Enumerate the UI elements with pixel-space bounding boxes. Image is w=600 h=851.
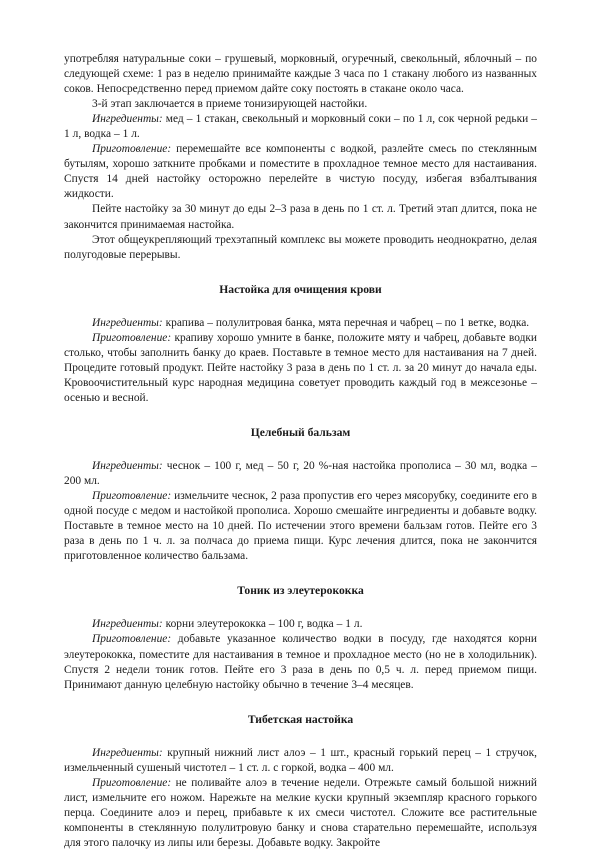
heading-spacer-below [64,727,537,746]
paragraph-ingredients-tibetan-body: крупный нижний лист алоэ – 1 шт., красный горький перец – 1 стручок, измельченный сушеный чистотел – 1 ст. л. с горкой, водка – 400 мл. [64,746,537,774]
paragraph-ingredients-balm [64,459,537,489]
paragraph-ingredients-blood-label: Ингредиенты: [92,316,163,329]
heading-spacer-below [64,297,537,316]
paragraph-ingredients-blood [64,316,537,331]
paragraph-preparation-tonic-body: перемешайте все компоненты с водкой, разлейте смесь по стеклянным бутылям, хорошо заткните пробками и поместите в прохладное темное место для настаивания. Спустя 14 дней настойку осторожно перелейте в чистую посуду, избегая взбалтывания жидкости. [64,143,537,201]
heading-spacer-above [64,693,537,712]
heading-spacer-above [64,263,537,282]
paragraph-ingredients-tonic-body: мед – 1 стакан, свекольный и морковный соки – по 1 л, сок черной редьки – 1 л, водка – 1 л. [64,113,537,141]
paragraph-preparation-balm-label: Приготовление: [92,490,172,503]
paragraph-ingredients-tonic-label: Ингредиенты: [92,113,163,126]
heading-spacer-above [64,564,537,583]
paragraph-ingredients-balm-label: Ингредиенты: [92,460,163,473]
paragraph-complex-summary: Этот общеукрепляющий трехэтапный комплекс вы можете проводить неоднократно, делая полугодовые перерывы. [64,233,537,261]
paragraph-preparation-balm-body: измельчите чеснок, 2 раза пропустив его через мясорубку, соедините его в одной посуде с медом и настойкой прополиса. Хорошо смешайте ингредиенты и добавьте водку. Поставьте в темное место на 10 дней. По истечении этого времени бальзам готов. Пейте его 3 раза в день по 1 ч. л. за полчаса до приема пищи. Курс лечения длится, пока не закончится приготовленное количество бальзама. [64,490,537,563]
heading-spacer-below [64,440,537,459]
paragraph-preparation-blood [64,331,537,406]
document-text-column [64,52,537,851]
paragraph-dosage-tonic: Пейте настойку за 30 минут до еды 2–3 раза в день по 1 ст. л. Третий этап длится, пока не закончится принимаемая настойка. [64,203,537,231]
paragraph-ingredients-eleuthero [64,617,537,632]
heading-blood-cleansing-tincture: Настойка для очищения крови [219,282,382,296]
heading-eleuthero-tonic: Тоник из элеутерококка [237,584,364,598]
paragraph-preparation-tonic-label: Приготовление: [92,143,172,156]
heading-spacer-above [64,406,537,425]
paragraph-ingredients-balm-body: чеснок – 100 г, мед – 50 г, 20 %-ная настойка прополиса – 30 мл, водка – 200 мл. [64,460,537,488]
paragraph-ingredients-blood-body: крапива – полулитровая банка, мята перечная и чабрец – по 1 ветке, водка. [162,316,530,329]
paragraph-preparation-tibetan [64,776,537,851]
paragraph-preparation-tibetan-label: Приготовление: [92,776,172,789]
paragraph-ingredients-eleuthero-body: корни элеутерококка – 100 г, водка – 1 л. [162,618,363,631]
heading-healing-balm: Целебный бальзам [250,425,351,439]
paragraph-ingredients-eleuthero-label: Ингредиенты: [92,618,163,631]
paragraph-preparation-blood-body: крапиву хорошо умните в банке, положите мяту и чабрец, добавьте водки столько, чтобы заполнить банку до краев. Поставьте в темное место для настаивания на 7 дней. Процедите готовый продукт. Пейте настойку 3 раза в день по 1 ст. л. за 20 минут до начала еды. Кровоочистительный курс народная медицина советует проводить каждый год в межсезонье – осенью и весной. [64,331,537,404]
paragraph-preparation-balm [64,489,537,564]
paragraph-preparation-eleuthero-label: Приготовление: [92,633,172,646]
paragraph-ingredients-tibetan [64,746,537,776]
paragraph-stage-three: 3-й этап заключается в приеме тонизирующей настойки. [92,98,368,111]
paragraph-preparation-eleuthero [64,632,537,692]
paragraph-ingredients-tibetan-label: Ингредиенты: [92,746,163,759]
paragraph-preparation-tonic [64,142,537,202]
paragraph-preparation-tibetan-body: не поливайте алоэ в течение недели. Отрежьте самый большой нижний лист, измельчите его ножом. Нарежьте на мелкие куски крупный экземпляр красного горького перца. Соедините алоэ и перец, прибавьте к их смеси чистотел. Сложите все растительные компоненты в стеклянную полулитровую банку и снова старательно перемешайте, используя для этого палочку из липы или березы. Добавьте водку. Закройте [64,776,537,849]
heading-spacer-below [64,598,537,617]
paragraph-ingredients-tonic [64,112,537,142]
paragraph-juices-continuation: употребляя натуральные соки – грушевый, морковный, огуречный, свекольный, яблочный – по следующей схеме: 1 раз в неделю принимайте каждые 3 часа по 1 стакану любого из названных соков. Непосредственно перед приемом дайте соку постоять в стакане около часа. [64,53,537,96]
paragraph-preparation-blood-label: Приготовление: [92,331,172,344]
paragraph-preparation-eleuthero-body: добавьте указанное количество водки в посуду, где находятся корни элеутерококка, поместите для настаивания в темное и прохладное место (но не в холодильник). Спустя 2 недели тоник готов. Пейте его 3 раза в день по 0,5 ч. л. перед приемом пищи. Принимают данную целебную настойку обычно в течение 3–4 месяцев. [64,633,537,691]
heading-tibetan-tincture: Тибетская настойка [247,712,354,726]
